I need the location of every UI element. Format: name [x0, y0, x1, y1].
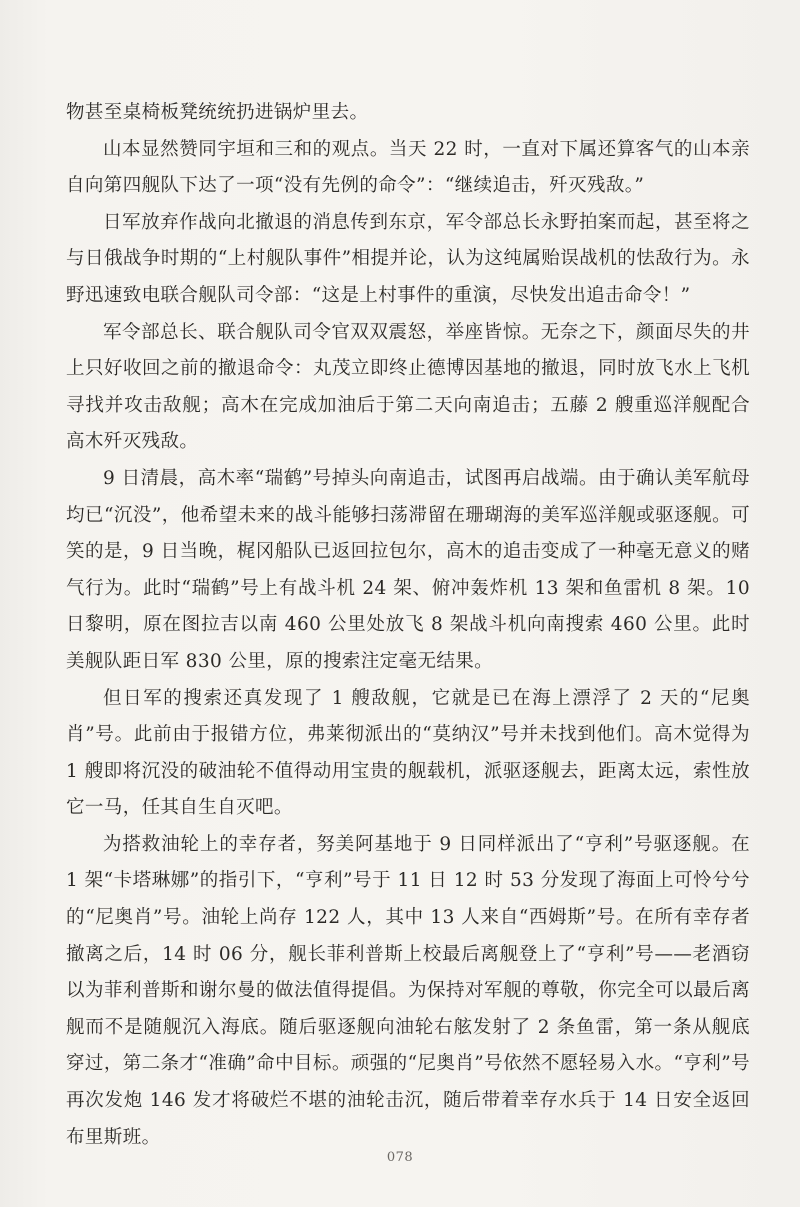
paragraph: 军令部总长、联合舰队司令官双双震怒，举座皆惊。无奈之下，颜面尽失的井上只好收回之前的撤退命令：丸茂立即终止德博因基地的撤退，同时放飞水上飞机寻找并攻击敌舰；高木在完成加油后于第二天向南追击；五藤 2 艘重巡洋舰配合高木歼灭残敌。	[66, 321, 750, 453]
body-text	[66, 95, 750, 1156]
paragraph: 为搭救油轮上的幸存者，努美阿基地于 9 日同样派出了“亨利”号驱逐舰。在 1 架“卡塔琳娜”的指引下，“亨利”号于 11 日 12 时 53 分发现了海面上可怜兮兮的“尼奥肖”号。油轮上尚存 122 人，其中 13 人来自“西姆斯”号。在所有幸存者撤离之后，14 时 06 分，舰长菲利普斯上校最后离舰登上了“亨利”号——老酒窃以为菲利普斯和谢尔曼的做法值得提倡。为保持对军舰的尊敬，你完全可以最后离舰而不是随舰沉入海底。随后驱逐舰向油轮右舷发射了 2 条鱼雷，第一条从舰底穿过，第二条才“准确”命中目标。顽强的“尼奥肖”号依然不愿轻易入水。“亨利”号再次发炮 146 发才将破烂不堪的油轮击沉，随后带着幸存水兵于 14 日安全返回布里斯班。	[66, 833, 750, 1148]
paragraph-continuation: 物甚至桌椅板凳统统扔进锅炉里去。	[66, 102, 369, 123]
page-number: 078	[386, 1150, 414, 1165]
paragraph: 山本显然赞同宇垣和三和的观点。当天 22 时，一直对下属还算客气的山本亲自向第四舰队下达了一项“没有先例的命令”：“继续追击，歼灭残敌。”	[66, 138, 750, 197]
paragraph: 但日军的搜索还真发现了 1 艘敌舰，它就是已在海上漂浮了 2 天的“尼奥肖”号。此前由于报错方位，弗莱彻派出的“莫纳汉”号并未找到他们。高木觉得为 1 艘即将沉没的破油轮不值得动用宝贵的舰载机，派驱逐舰去，距离太远，索性放它一马，任其自生自灭吧。	[66, 687, 750, 819]
paragraph: 日军放弃作战向北撤退的消息传到东京，军令部总长永野拍案而起，甚至将之与日俄战争时期的“上村舰队事件”相提并论，认为这纯属贻误战机的怯敌行为。永野迅速致电联合舰队司令部：“这是上村事件的重演，尽快发出追击命令！”	[66, 211, 750, 306]
paragraph: 9 日清晨，高木率“瑞鹤”号掉头向南追击，试图再启战端。由于确认美军航母均已“沉没”，他希望未来的战斗能够扫荡滞留在珊瑚海的美军巡洋舰或驱逐舰。可笑的是，9 日当晚，梶冈船队已返回拉包尔，高木的追击变成了一种毫无意义的赌气行为。此时“瑞鹤”号上有战斗机 24 架、俯冲轰炸机 13 架和鱼雷机 8 架。10 日黎明，原在图拉吉以南 460 公里处放飞 8 架战斗机向南搜索 460 公里。此时美舰队距日军 830 公里，原的搜索注定毫无结果。	[66, 467, 750, 672]
